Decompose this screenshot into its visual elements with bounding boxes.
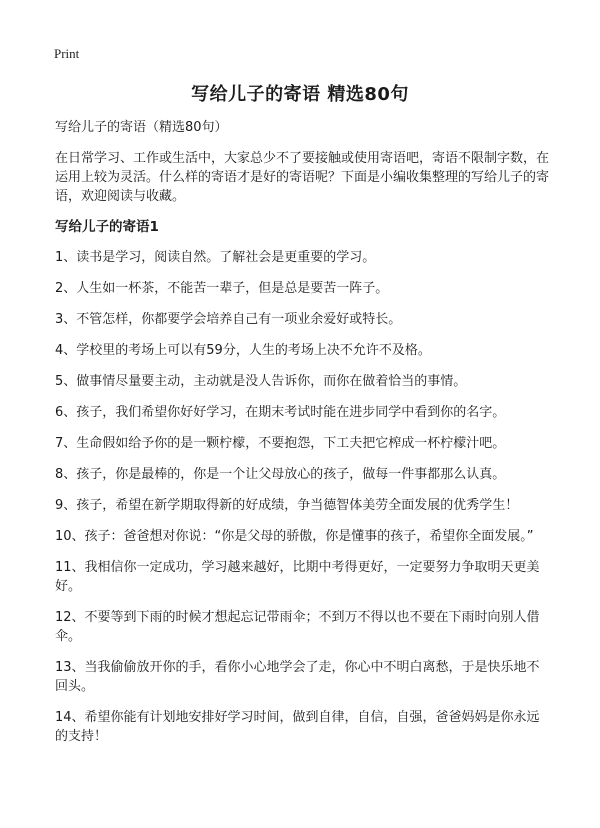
list-item: 13、当我偷偷放开你的手，看你小心地学会了走，你心中不明白离愁，于是快乐地不回头。 bbox=[55, 660, 540, 694]
list-item: 5、做事情尽量要主动，主动就是没人告诉你，而你在做着恰当的事情。 bbox=[55, 374, 467, 389]
document-body bbox=[55, 118, 551, 758]
list-item: 3、不管怎样，你都要学会培养自己有一项业余爱好或特长。 bbox=[55, 312, 402, 327]
list-item: 6、孩子，我们希望你好好学习，在期末考试时能在进步同学中看到你的名字。 bbox=[55, 405, 506, 420]
list-item: 1、读书是学习，阅读自然。了解社会是更重要的学习。 bbox=[55, 250, 376, 265]
list-item: 2、人生如一杯茶，不能苦一辈子，但是总是要苦一阵子。 bbox=[55, 281, 389, 296]
document-subtitle: 写给儿子的寄语（精选80句） bbox=[55, 120, 228, 135]
list-item: 8、孩子，你是最棒的，你是一个让父母放心的孩子，做每一件事都那么认真。 bbox=[55, 467, 506, 482]
list-item: 12、不要等到下雨的时候才想起忘记带雨伞；不到万不得以也不要在下雨时向别人借伞。 bbox=[55, 610, 540, 644]
list-item: 11、我相信你一定成功，学习越来越好，比期中考得更好，一定要努力争取明天更美好。 bbox=[55, 560, 540, 594]
list-item: 9、孩子，希望在新学期取得新的好成绩，争当德智体美劳全面发展的优秀学生！ bbox=[55, 498, 519, 513]
list-item: 10、孩子：爸爸想对你说：“你是父母的骄傲，你是懂事的孩子，希望你全面发展。” bbox=[55, 529, 534, 544]
list-item: 7、生命假如给予你的是一颗柠檬，不要抱怨，下工夫把它榨成一杯柠檬汁吧。 bbox=[55, 436, 506, 451]
page-title: 写给儿子的寄语 精选80句 bbox=[191, 84, 409, 105]
list-item: 14、希望你能有计划地安排好学习时间，做到自律，自信，自强，爸爸妈妈是你永远的支持！ bbox=[55, 710, 540, 744]
intro-paragraph: 在日常学习、工作或生活中，大家总少不了要接触或使用寄语吧，寄语不限制字数，在运用上较为灵活。什么样的寄语才是好的寄语呢？下面是小编收集整理的写给儿子的寄语，欢迎阅读与收藏。 bbox=[55, 151, 550, 204]
print-link[interactable]: Print bbox=[54, 46, 80, 61]
list-item: 4、学校里的考场上可以有59分，人生的考场上决不允许不及格。 bbox=[55, 343, 431, 358]
section-heading: 写给儿子的寄语1 bbox=[55, 219, 159, 235]
message-list bbox=[55, 248, 551, 746]
